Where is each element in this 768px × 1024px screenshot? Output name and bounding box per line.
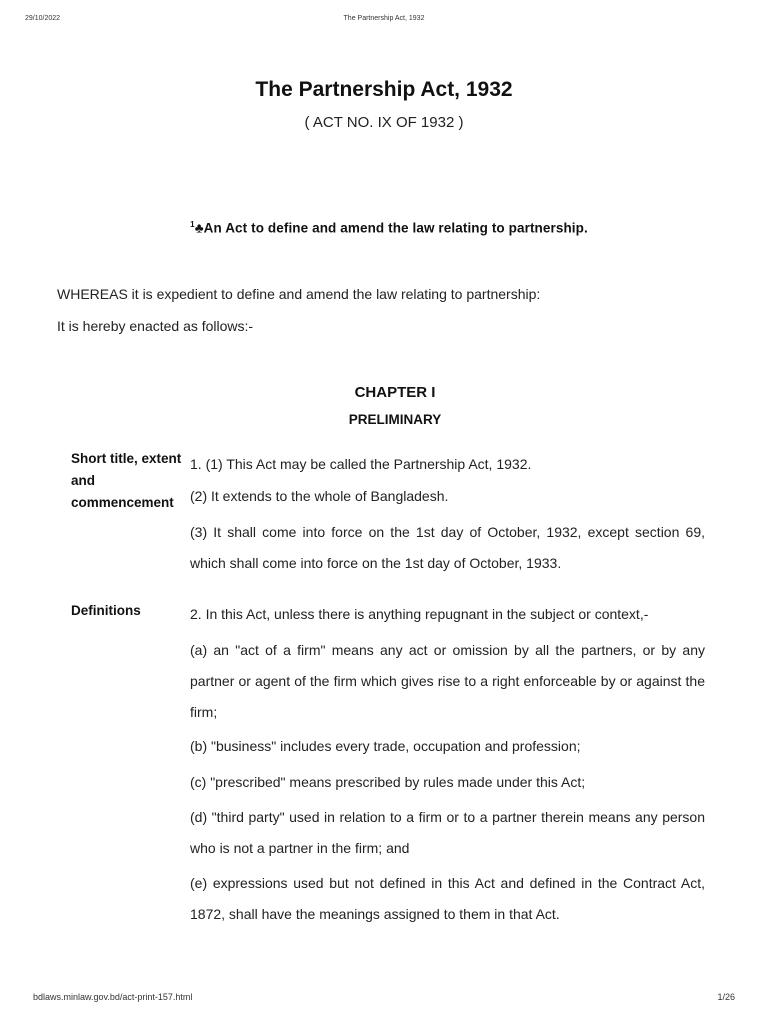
- section-1-para-1: 1. (1) This Act may be called the Partnership Act, 1932.: [190, 456, 532, 472]
- act-title: The Partnership Act, 1932: [255, 78, 513, 101]
- preamble-whereas: WHEREAS it is expedient to define and amend the law relating to partnership:: [57, 286, 541, 302]
- section-2-para-d: (d) "third party" used in relation to a firm or to a partner therein means any person who is not a partner in the firm; and: [190, 809, 705, 856]
- print-header-title: The Partnership Act, 1932: [343, 15, 425, 22]
- section-1-para-3: (3) It shall come into force on the 1st day of October, 1932, except section 69, which shall come into force on the 1st day of October, 1933.: [190, 524, 705, 571]
- enacting-clause: It is hereby enacted as follows:-: [57, 318, 254, 334]
- long-title: [0, 220, 768, 236]
- section-1-para-2: (2) It extends to the whole of Bangladesh.: [190, 488, 449, 504]
- page-number: 1/26: [717, 992, 735, 1002]
- club-icon: ♣: [194, 220, 204, 236]
- print-date: 29/10/2022: [25, 15, 61, 22]
- chapter-heading: CHAPTER I: [354, 384, 436, 401]
- section-2-para-e: (e) expressions used but not defined in this Act and defined in the Contract Act, 1872, shall have the meanings assigned to them in that Act.: [190, 875, 705, 922]
- chapter-title: PRELIMINARY: [348, 412, 442, 427]
- section-2-para-intro: 2. In this Act, unless there is anything repugnant in the subject or context,-: [190, 606, 649, 622]
- section-2-para-a: (a) an "act of a firm" means any act or omission by all the partners, or by any partner or agent of the firm which gives rise to a right enforceable by or against the firm;: [190, 642, 705, 720]
- long-title-text: An Act to define and amend the law relating to partnership.: [203, 220, 588, 236]
- marginal-note-definitions: Definitions: [71, 603, 141, 618]
- footer-url: bdlaws.minlaw.gov.bd/act-print-157.html: [33, 992, 193, 1002]
- section-2-para-b: (b) "business" includes every trade, occupation and profession;: [190, 738, 581, 754]
- footnote-marker[interactable]: 1: [190, 220, 195, 229]
- section-2-para-c: (c) "prescribed" means prescribed by rules made under this Act;: [190, 774, 586, 790]
- marginal-note-short-title: Short title, extent and commencement: [71, 451, 182, 510]
- act-number: ( ACT NO. IX OF 1932 ): [304, 114, 464, 131]
